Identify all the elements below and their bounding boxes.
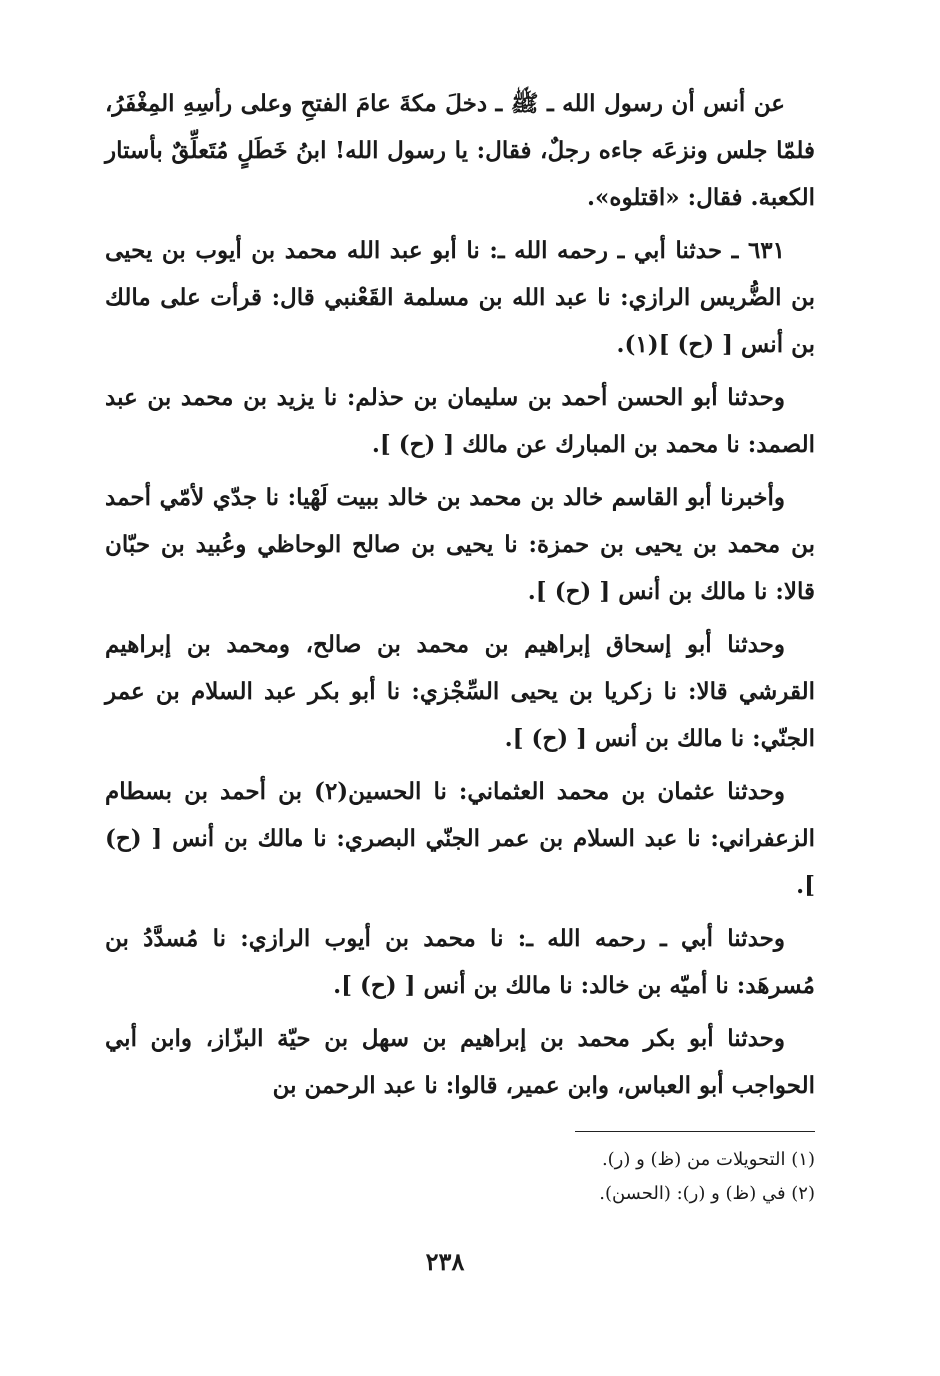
paragraph-chain-abu-alqasim: وأخبرنا أبو القاسم خالد بن محمد بن خالد ببيت لَهْيا: نا جدّي لأمّي أحمد بن محمد بن يحيى بن حمزة: نا يحيى بن صالح الوحاظي وعُبيد بن حبّان قالا: نا مالك بن أنس [ (ح) ]. xyxy=(105,484,815,605)
paragraph-chain-abi: وحدثنا أبي ـ رحمه الله ـ: نا محمد بن أيوب الرازي: نا مُسدَّدُ بن مُسرهَد: نا أميّه بن خالد: نا مالك بن أنس [ (ح) ]. xyxy=(105,925,815,999)
footnote-2: (٢) في (ظ) و (ر): (الحسن). xyxy=(599,1183,815,1204)
main-text xyxy=(105,80,815,1115)
paragraph-chain-uthman: وحدثنا عثمان بن محمد العثماني: نا الحسين(٢) بن أحمد بن بسطام الزعفراني: نا عبد السلام بن عمر الجنّي البصري: نا مالك بن أنس [ (ح) ]. xyxy=(105,778,815,899)
footnotes xyxy=(125,1143,815,1211)
footnote-divider xyxy=(575,1131,815,1132)
paragraph-hadith-631: ٦٣١ ـ حدثنا أبي ـ رحمه الله ـ: نا أبو عبد الله محمد بن أيوب بن يحيى بن الضُّريس الرازي: نا عبد الله بن مسلمة القَعْنبي قال: قرأت على مالك بن أنس [ (ح) ](١). xyxy=(105,237,815,358)
paragraph-chain-abu-alhasan: وحدثنا أبو الحسن أحمد بن سليمان بن حذلم: نا يزيد بن محمد بن عبد الصمد: نا محمد بن المبارك عن مالك [ (ح) ]. xyxy=(105,384,815,458)
footnote-1: (١) التحويلات من (ظ) و (ر). xyxy=(601,1149,815,1170)
paragraph-chain-abu-bakr: وحدثنا أبو بكر محمد بن إبراهيم بن سهل بن حيّة البزّاز، وابن أبي الحواجب أبو العباس، وابن عمير، قالوا: نا عبد الرحمن بن xyxy=(105,1025,815,1099)
paragraph-chain-abu-ishaq: وحدثنا أبو إسحاق إبراهيم بن محمد بن صالح، ومحمد بن إبراهيم القرشي قالا: نا زكريا بن يحيى السِّجْزي: نا أبو بكر عبد السلام بن عمر الجنّي: نا مالك بن أنس [ (ح) ]. xyxy=(105,631,815,752)
paragraph-hadith-end: عن أنس أن رسول الله ـ ﷺ ـ دخلَ مكةَ عامَ الفتحِ وعلى رأسِهِ المِغْفَرُ، فلمّا جلس ونزعَه جاءه رجلٌ، فقال: يا رسول الله! ابنُ خَطَلٍ مُتَعلِّقٌ بأستار الكعبة. فقال: «اقتلوه». xyxy=(105,90,815,211)
page-number: ٢٣٨ xyxy=(425,1247,465,1276)
